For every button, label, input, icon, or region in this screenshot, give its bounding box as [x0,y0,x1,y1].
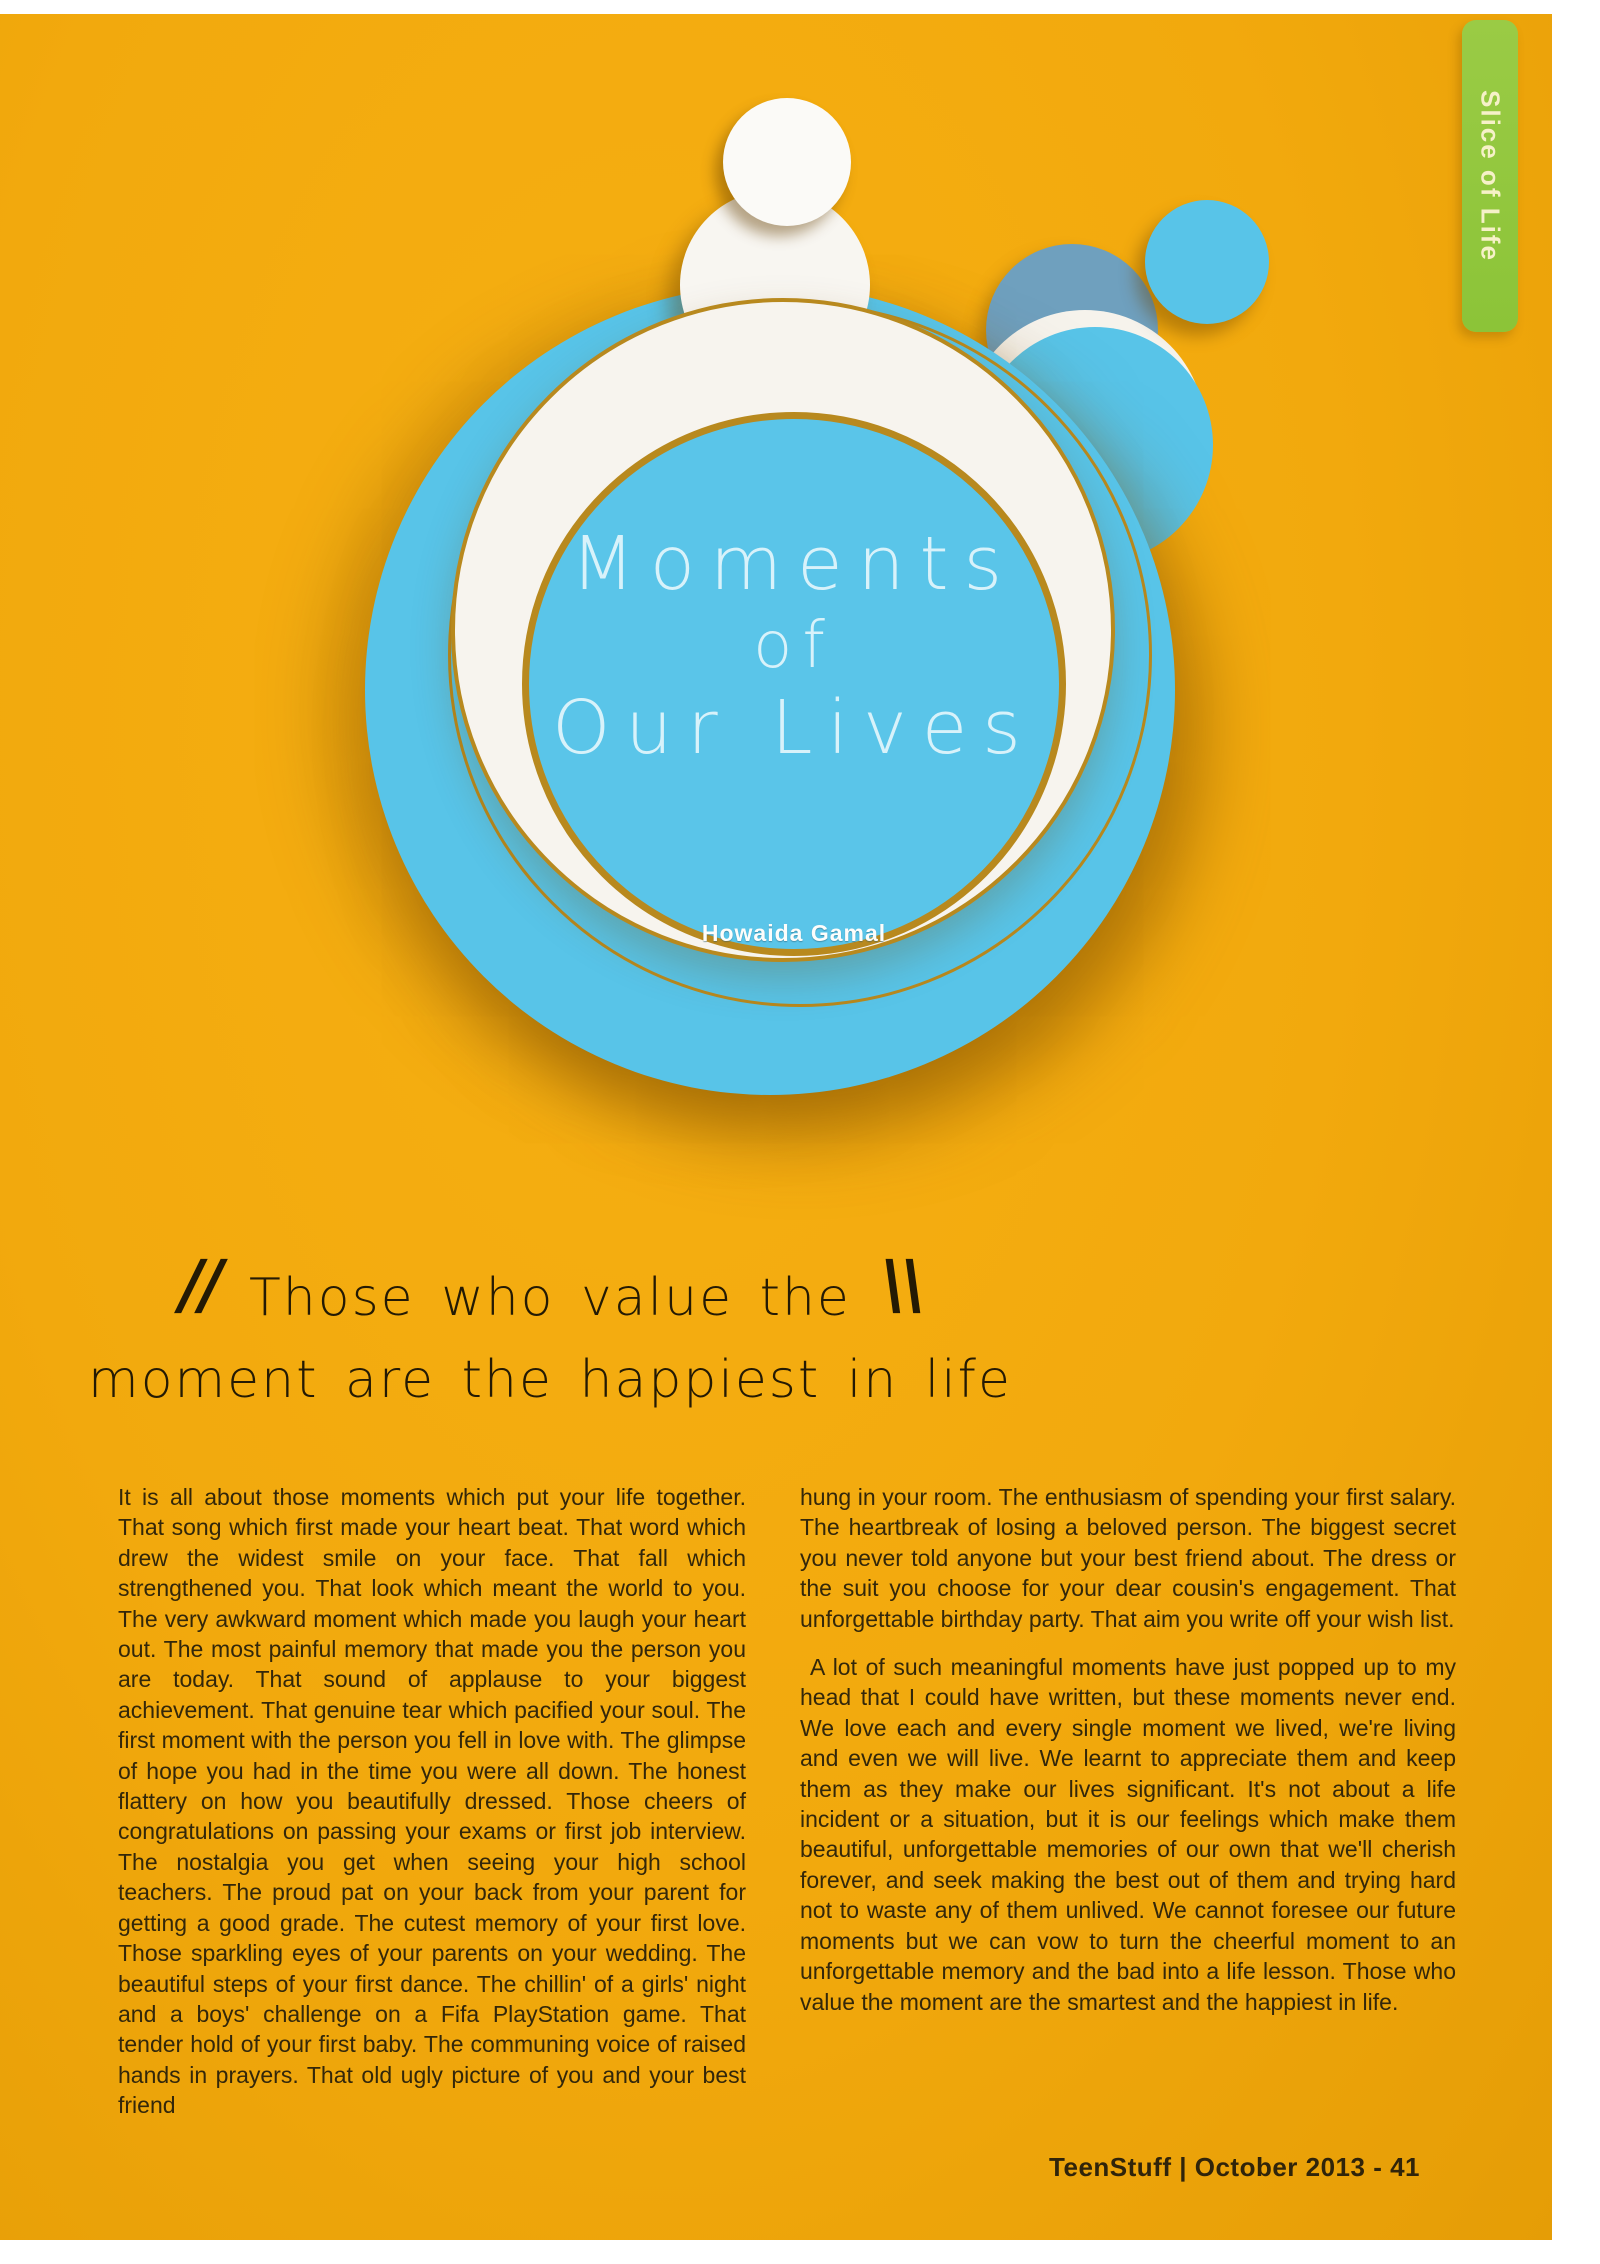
section-tab [1462,20,1518,332]
author-byline: Howaida Gamal [701,920,887,946]
article-paragraph-1: hung in your room. The enthusiasm of spending your first salary. The heartbreak of losing a beloved person. The biggest secret you never told anyone but your best friend about. The dress or the suit you choose for your dear cousin's engagement. That unforgettable birthday party. That aim you write off your wish list. [800,1484,1456,1632]
magazine-page [0,14,1552,2240]
article-left-column: It is all about those moments which put your life together. That song which first made your heart beat. That word which drew the widest smile on your face. That fall which strengthened you. That look which meant the world to you. The very awkward moment which made you laugh your heart out. The most painful memory that made you the person you are today. That sound of applause to your biggest achievement. That genuine tear which pacified your soul. The first moment with the person you fell in love with. The glimpse of hope you had in the time you were all down. The honest flattery on how you beautifully dressed. Those cheers of congratulations on passing your exams or first job interview. The nostalgia you get when seeing your high school teachers. The proud pat on your back from your parent for getting a good grade. The cutest memory of your first love. Those sparkling eyes of your parents on your wedding. The beautiful steps of your first dance. The chillin' of a girls' night and a boys' challenge on a Fifa PlayStation game. That tender hold of your first baby. The communing voice of raised hands in prayers. That old ugly picture of you and your best friend [118,1484,746,2119]
article-right-column [800,1482,1456,2017]
title-line-3: Our Lives [552,685,1036,771]
pull-quote-text-1: Those who value the [249,1268,851,1328]
close-quote-mark: \\ [874,1246,929,1323]
small-blue-circle [1145,200,1269,324]
cover-title [522,522,1066,770]
pull-quote-line-1 [50,1246,1050,1339]
article-paragraph-2: A lot of such meaningful moments have just popped up to my head that I could have written, but these moments never end. We love each and every single moment we lived, we're living and even we will live. We learnt to appreciate them and keep them as they make our lives significant. It's not about a life incident or a situation, but it is our feelings which make them beautiful, unforgettable memories of our own that we'll cherish forever, and seek making the best out of them and trying hard not to waste any of them unlived. We cannot foresee our future moments but we can vow to turn the cheerful moment to an unforgettable memory and the bad into a life lesson. Those who value the moment are the smartest and the happiest in life. [800,1654,1456,2015]
page-footer: TeenStuff | October 2013 - 41 [1049,2152,1420,2182]
pull-quote [50,1246,1050,1421]
open-quote-mark: // [172,1246,226,1323]
section-tab-label: Slice of Life [1475,90,1506,262]
title-line-2: of [753,609,835,683]
title-line-1: Moments [570,521,1018,607]
pull-quote-line-2: moment are the happiest in life [88,1350,1012,1410]
top-white-circle [723,98,851,226]
